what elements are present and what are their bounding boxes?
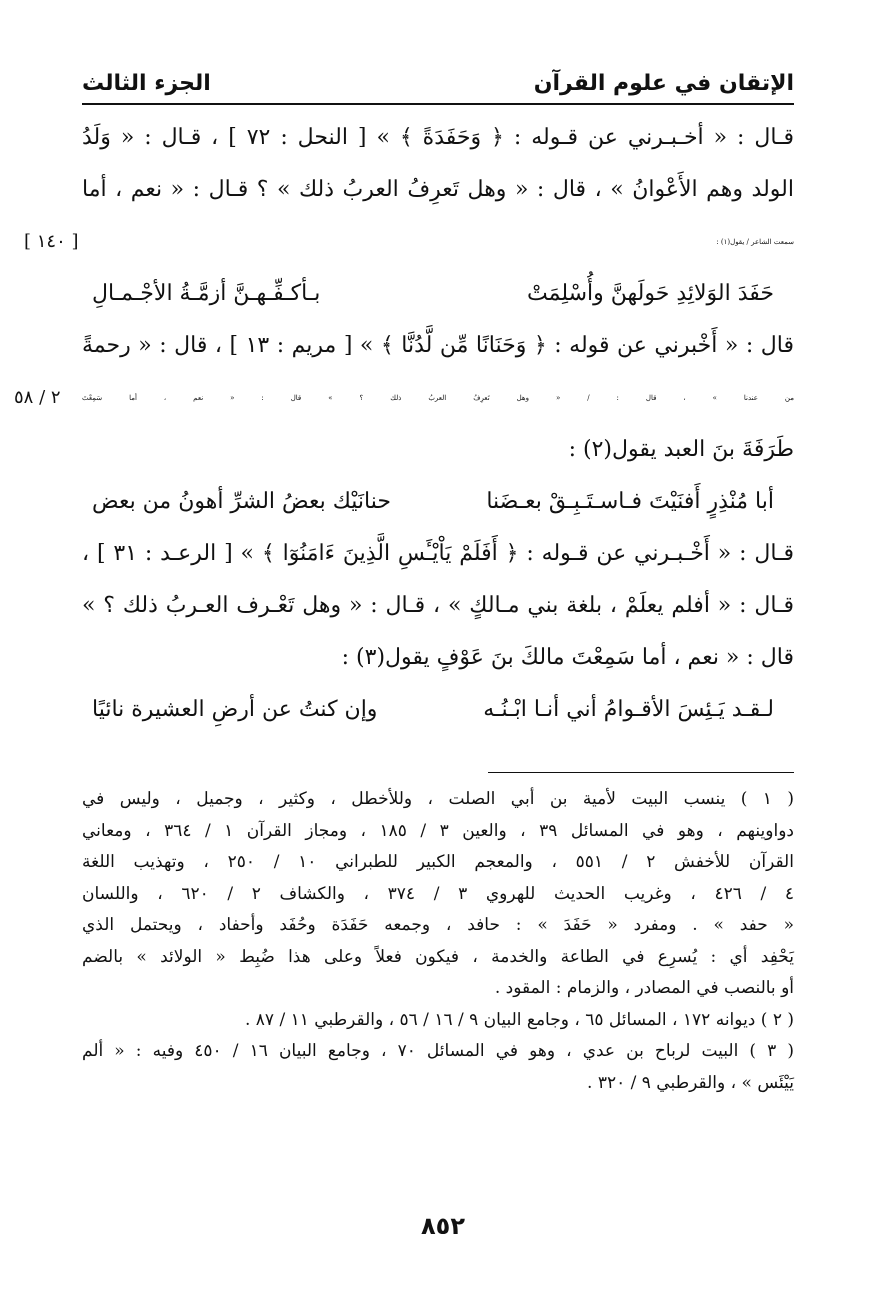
footnote-line: يَحْفِد أي : يُسرِع في الطاعة والخدمة ، فيكون فعلاً وعلى هذا ضُبِط « الولائد » بالضم: [82, 946, 794, 967]
footnote-line: القرآن للأخفش ٢ / ٥٥١ ، والمعجم الكبير للطبراني ١٠ / ٢٥٠ ، وتهذيب اللغة: [82, 852, 794, 872]
text-line: قال : « نعم ، أما سَمِعْتَ مالكَ بنَ عَوْفٍ يقول(٣) :: [341, 645, 794, 670]
text-line: قـال : « أخـبـرني عن قـوله : ﴿ وَحَفَدَةً ﴾ » [ النحل : ٧٢ ] ، قـال : « وَلَدُ: [82, 125, 794, 150]
verse-second-hemistich: حنانَيْك بعضُ الشرِّ أهونُ من بعض: [92, 489, 391, 514]
footnote-line: دواوينهم ، وهو في المسائل ٣٩ ، والعين ٣ / ١٨٥ ، ومجاز القرآن ١ / ٣٦٤ ، ومعاني: [82, 820, 794, 841]
verse-first-hemistich: أبا مُنْذِرٍ أَفنَيْتَ فـاسـتَـبِـقْ بعـضَنا: [486, 489, 774, 514]
footnote-separator: [488, 772, 794, 773]
margin-volume-ref: ٢ / ٥٨: [14, 387, 61, 408]
footnote-line: ( ٢ ) ديوانه ١٧٢ ، المسائل ٦٥ ، وجامع البيان ٩ / ١٦ / ٥٦ ، والقرطبي ١١ / ٨٧ .: [244, 1009, 794, 1030]
text-line: قـال : « أَخْـبـرني عن قـوله : ﴿ أَفَلَمْ يَاْيْـَٔسِ الَّذِينَ ءَامَنُوٓا ﴾ » [ الرعـد : ٣١ ] ،: [82, 541, 794, 566]
margin-page-ref: [ ١٤٠ ]: [24, 231, 79, 252]
footnote-line: « حفد » . ومفرد « حَفَدَ » : حافد ، وجمعه حَفَدَة وحُفَد وأحفاد ، ويحتمل الذي: [82, 915, 794, 935]
verse-first-hemistich: لـقـد يَـئِسَ الأقـوامُ أني أنـا ابْـنُـه: [483, 697, 774, 722]
text-line: قـال : « أفلم يعلَمْ ، بلغة بني مـالكٍ » ، قـال : « وهل تَعْـرف العـربُ ذلك ؟ »: [82, 593, 794, 618]
text-line-with-margin: [24, 216, 794, 268]
part-label: الجزء الثالث: [82, 71, 211, 96]
running-header: [82, 56, 794, 96]
verse-first-hemistich: حَفَدَ الوَلائِدِ حَولَهنَّ وأُسْلِمَتْ: [527, 281, 774, 306]
verse-second-hemistich: بـأكـفِّـهـنَّ أزمَّـةُ الأجْـمـالِ: [92, 281, 321, 306]
footnote-line: ( ٣ ) البيت لرباح بن عدي ، وهو في المسائل ٧٠ ، وجامع البيان ١٦ / ٤٥٠ وفيه : « ألم: [82, 1041, 794, 1061]
page-number: ٨٥٢: [421, 1212, 465, 1240]
main-text: [14, 112, 794, 736]
text-line: قال : « أَخْبرني عن قوله : ﴿ وَحَنَانًا مِّن لَّدُنَّا ﴾ » [ مريم : ١٣ ] ، قال : « رحمةً: [82, 333, 794, 358]
text-line: الولد وهم الأَعْوانُ » ، قال : « وهل تَعرِفُ العربُ ذلك » ؟ قـال : « نعم ، أما: [82, 177, 794, 202]
footnote-line: ( ١ ) ينسب البيت لأمية بن أبي الصلت ، وللأخطل ، وكثير ، وجميل ، وليس في: [82, 789, 794, 809]
text-line: من عندنا » ، قال : / « وهل تَعرِفُ العربُ ذلك ؟ » قال : « نعم ، أما سَمِعْتَ: [82, 394, 794, 402]
text-line: سمعت الشاعر / يقول(١) :: [716, 238, 794, 246]
footnote-line: ٤ / ٤٢٦ ، وغريب الحديث للهروي ٣ / ٣٧٤ ، والكشاف ٢ / ٦٢٠ ، واللسان: [82, 883, 794, 904]
poetry-verse: [82, 268, 794, 320]
poetry-verse: [82, 684, 794, 736]
book-title: الإتقان في علوم القرآن: [533, 71, 794, 96]
verse-second-hemistich: وإن كنتُ عن أرضِ العشيرة نائيًا: [92, 697, 378, 722]
footnotes: [82, 784, 794, 1099]
poetry-verse: [82, 476, 794, 528]
text-line: طَرَفَةَ بنَ العبد يقول(٢) :: [568, 437, 794, 462]
header-divider: [82, 103, 794, 105]
footnote-line: يَيْئَس » ، والقرطبي ٩ / ٣٢٠ .: [587, 1072, 794, 1093]
text-line-with-margin: [14, 372, 794, 424]
footnote-line: أو بالنصب في المصادر ، والزمام : المقود .: [494, 978, 794, 998]
